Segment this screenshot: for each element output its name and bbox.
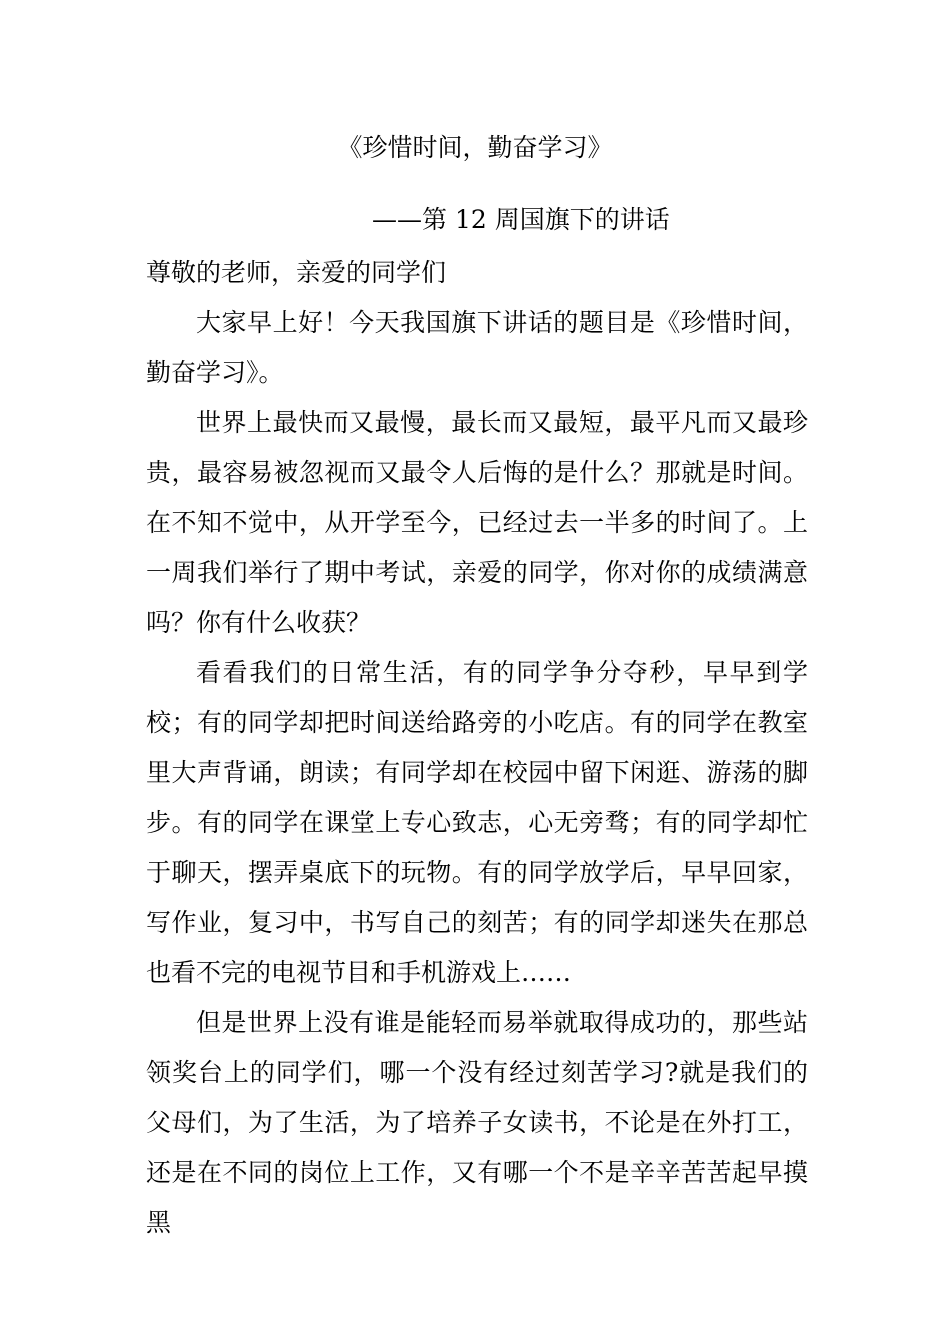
paragraph-2: 世界上最快而又最慢，最长而又最短，最平凡而又最珍贵，最容易被忽视而又最令人后悔的是什么？那就是时间。在不知不觉中，从开学至今，已经过去一半多的时间了。上一周我们举行了期中考试，亲爱的同学，你对你的成绩满意吗？你有什么收获？	[146, 408, 808, 637]
paragraph-4: 但是世界上没有谁是能轻而易举就取得成功的，那些站领奖台上的同学们，哪一个没有经过刻苦学习?就是我们的父母们，为了生活，为了培养子女读书，不论是在外打工，还是在不同的岗位上工作，又有哪一个不是辛辛苦苦起早摸黑	[146, 1008, 808, 1237]
salutation: 尊敬的老师，亲爱的同学们	[146, 258, 447, 287]
paragraph-1: 大家早上好！今天我国旗下讲话的题目是《珍惜时间，勤奋学习》。	[146, 308, 808, 387]
paragraph-3: 看看我们的日常生活，有的同学争分夺秒，早早到学校；有的同学却把时间送给路旁的小吃店。有的同学在教室里大声背诵，朗读；有同学却在校园中留下闲逛、游荡的脚步。有的同学在课堂上专心致志，心无旁骛；有的同学却忙于聊天，摆弄桌底下的玩物。有的同学放学后，早早回家，写作业，复习中，书写自己的刻苦；有的同学却迷失在那总也看不完的电视节目和手机游戏上……	[146, 658, 808, 987]
document-subtitle: ——第 12 周国旗下的讲话	[372, 205, 670, 234]
document-title: 《珍惜时间，勤奋学习》	[337, 133, 613, 162]
document-body	[146, 248, 808, 1248]
